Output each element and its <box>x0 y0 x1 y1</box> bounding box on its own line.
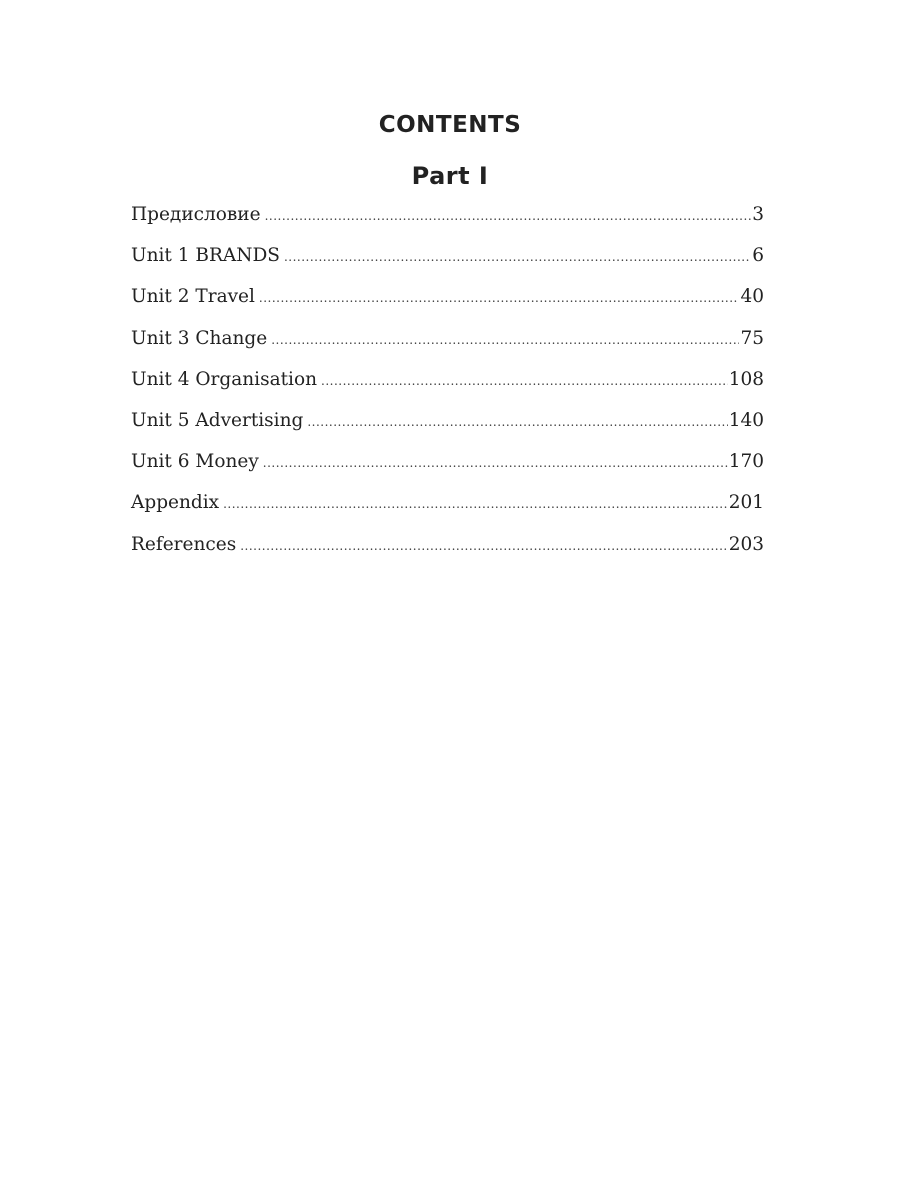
toc-entry-page: 203 <box>728 533 764 555</box>
dot-leader <box>259 283 740 313</box>
toc-entry-references <box>131 530 764 571</box>
toc-entry-label: Предисловие <box>131 204 261 225</box>
dot-leader <box>223 489 728 519</box>
table-of-contents <box>131 200 764 571</box>
toc-entry-unit-1 <box>131 241 764 282</box>
toc-entry-label: Unit 1 BRANDS <box>131 245 280 267</box>
toc-entry-page: 75 <box>740 327 764 349</box>
toc-entry-page: 140 <box>728 409 764 431</box>
dot-leader <box>321 366 728 396</box>
dot-leader <box>265 201 752 231</box>
toc-entry-label: Unit 3 Change <box>131 327 268 349</box>
toc-entry-label: Unit 2 Travel <box>131 286 255 308</box>
dot-leader <box>307 407 727 437</box>
toc-entry-label: References <box>131 533 237 555</box>
toc-entry-unit-3 <box>131 324 764 365</box>
toc-entry-label: Unit 6 Money <box>131 451 259 473</box>
toc-entry-unit-6 <box>131 447 764 488</box>
toc-entry-page: 6 <box>752 245 764 267</box>
toc-entry-page: 40 <box>740 286 764 308</box>
toc-entry-unit-2 <box>131 282 764 323</box>
toc-entry-label: Unit 5 Advertising <box>131 409 304 431</box>
toc-entry-page: 108 <box>728 368 764 390</box>
dot-leader <box>284 242 751 272</box>
toc-entry-page: 201 <box>728 492 764 514</box>
page-title: CONTENTS <box>378 112 522 138</box>
part-heading: Part I <box>411 162 489 190</box>
toc-entry-unit-5 <box>131 406 764 447</box>
toc-entry-unit-4 <box>131 365 764 406</box>
dot-leader <box>240 531 728 561</box>
dot-leader <box>263 448 728 478</box>
toc-entry-label: Unit 4 Organisation <box>131 368 318 390</box>
toc-entry-appendix <box>131 488 764 529</box>
toc-entry-page: 170 <box>728 451 764 473</box>
toc-entry-label: Appendix <box>131 492 220 514</box>
toc-entry-page: 3 <box>752 204 764 225</box>
toc-entry-preface <box>131 200 764 241</box>
dot-leader <box>271 325 739 355</box>
